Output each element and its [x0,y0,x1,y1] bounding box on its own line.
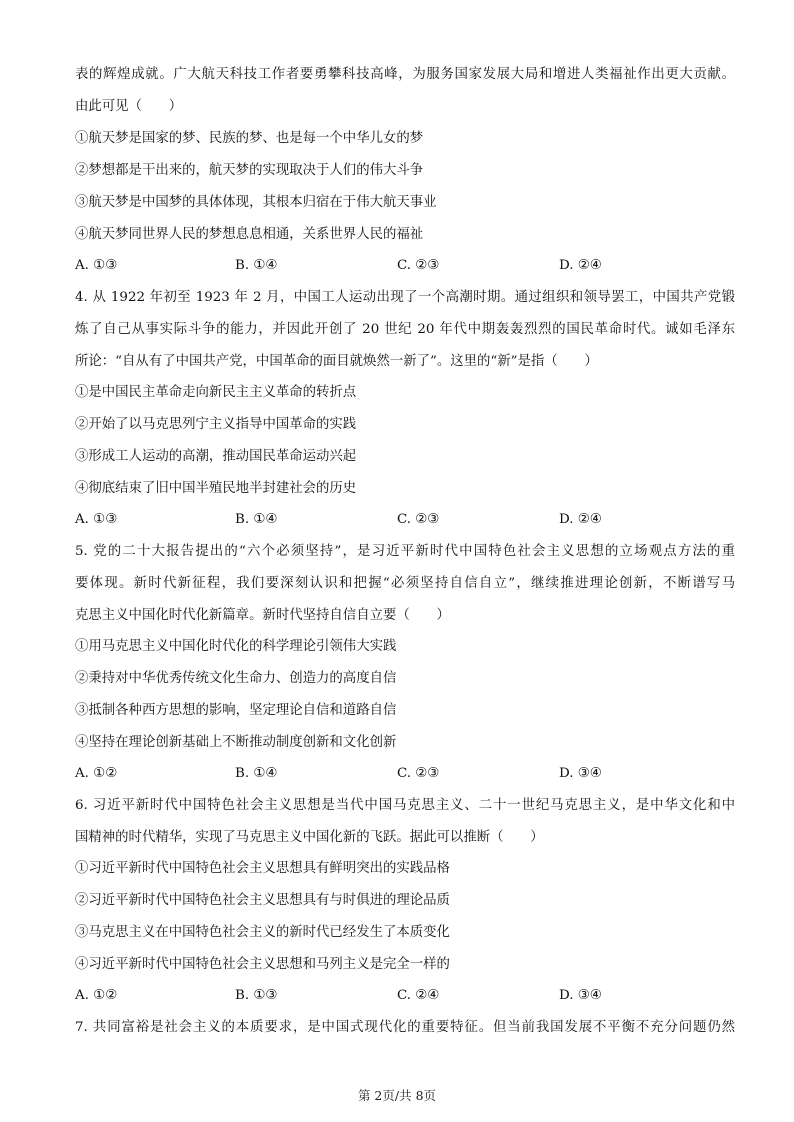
q3-choice-3: ③航天梦是中国梦的具体体现，其根本归宿在于伟大航天事业 [75,195,437,210]
q3-option-b: B. ①④ [235,258,278,273]
q6-option-d: D. ③④ [559,988,602,1003]
q4-stem-line-2: 炼了自己从事实际斗争的能力，并因此开创了 20 世纪 20 年代中期轰轰烈烈的国民革命时代。诚如毛泽东 [75,322,735,337]
q5-option-c: C. ②③ [397,766,440,781]
q5-option-a: A. ①② [75,766,118,781]
q6-choice-4: ④习近平新时代中国特色社会主义思想和马列主义是完全一样的 [75,957,450,972]
q5-stem-line-3: 克思主义中国化时代化新篇章。新时代坚持自信自立要（ ） [75,608,450,623]
q5-option-b: B. ①④ [235,766,278,781]
q4-stem-line-3: 所论：“自从有了中国共产党，中国革命的面目就焕然一新了”。这里的“新”是指（ ） [75,354,598,369]
q6-choice-1: ①习近平新时代中国特色社会主义思想具有鲜明突出的实践品格 [75,861,450,876]
q4-option-c: C. ②③ [397,512,440,527]
q4-options [75,511,735,529]
q6-option-b: B. ①③ [235,988,278,1003]
q4-option-a: A. ①③ [75,512,118,527]
q3-choice-2: ②梦想都是干出来的，航天梦的实现取决于人们的伟大斗争 [75,163,424,178]
q4-choice-4: ④彻底结束了旧中国半殖民地半封建社会的历史 [75,481,357,496]
q5-choice-4: ④坚持在理论创新基础上不断推动制度创新和文化创新 [75,735,397,750]
q5-choice-1: ①用马克思主义中国化时代化的科学理论引领伟大实践 [75,639,397,654]
q4-option-d: D. ②④ [559,512,602,527]
q6-choice-3: ③马克思主义在中国特色社会主义的新时代已经发生了本质变化 [75,925,450,940]
q5-option-d: D. ③④ [559,766,602,781]
q7-stem-line-1: 7. 共同富裕是社会主义的本质要求，是中国式现代化的重要特征。但当前我国发展不平衡不充分问题仍然 [75,1020,735,1035]
q6-option-a: A. ①② [75,988,118,1003]
q6-option-c: C. ②④ [397,988,440,1003]
q3-choice-1: ①航天梦是国家的梦、民族的梦、也是每一个中华儿女的梦 [75,131,424,146]
q5-stem-line-2: 要体现。新时代新征程，我们要深刻认识和把握“必须坚持自信自立”，继续推进理论创新，不断谱写马 [75,576,735,591]
q4-choice-3: ③形成工人运动的高潮，推动国民革命运动兴起 [75,449,357,464]
q6-choice-2: ②习近平新时代中国特色社会主义思想具有与时俱进的理论品质 [75,893,450,908]
q4-choice-2: ②开始了以马克思列宁主义指导中国革命的实践 [75,417,357,432]
q3-choice-4: ④航天梦同世界人民的梦想息息相通，关系世界人民的福祉 [75,227,424,242]
q3-stem-line-1: 表的辉煌成就。广大航天科技工作者要勇攀科技高峰，为服务国家发展大局和增进人类福祉作出更大贡献。 [75,67,735,82]
q5-choice-2: ②秉持对中华优秀传统文化生命力、创造力的高度自信 [75,671,397,686]
q4-option-b: B. ①④ [235,512,278,527]
q3-stem-line-2: 由此可见（ ） [75,99,183,114]
page-number: 第 2页/共 8页 [357,1088,437,1103]
q4-stem-line-1: 4. 从 1922 年初至 1923 年 2 月，中国工人运动出现了一个高潮时期。通过组织和领导罢工，中国共产党锻 [75,290,735,305]
q4-choice-1: ①是中国民主革命走向新民主主义革命的转折点 [75,385,357,400]
q6-stem-line-1: 6. 习近平新时代中国特色社会主义思想是当代中国马克思主义、二十一世纪马克思主义，是中华文化和中 [75,798,735,813]
q3-options [75,257,735,275]
q5-choice-3: ③抵制各种西方思想的影响，坚定理论自信和道路自信 [75,703,397,718]
q3-option-c: C. ②③ [397,258,440,273]
q3-option-d: D. ②④ [559,258,602,273]
q3-option-a: A. ①③ [75,258,118,273]
q5-options [75,765,735,783]
q6-stem-line-2: 国精神的时代精华，实现了马克思主义中国化新的飞跃。据此可以推断（ ） [75,830,544,845]
q5-stem-line-1: 5. 党的二十大报告提出的“六个必须坚持”，是习近平新时代中国特色社会主义思想的立场观点方法的重 [75,544,735,559]
q6-options [75,987,735,1005]
